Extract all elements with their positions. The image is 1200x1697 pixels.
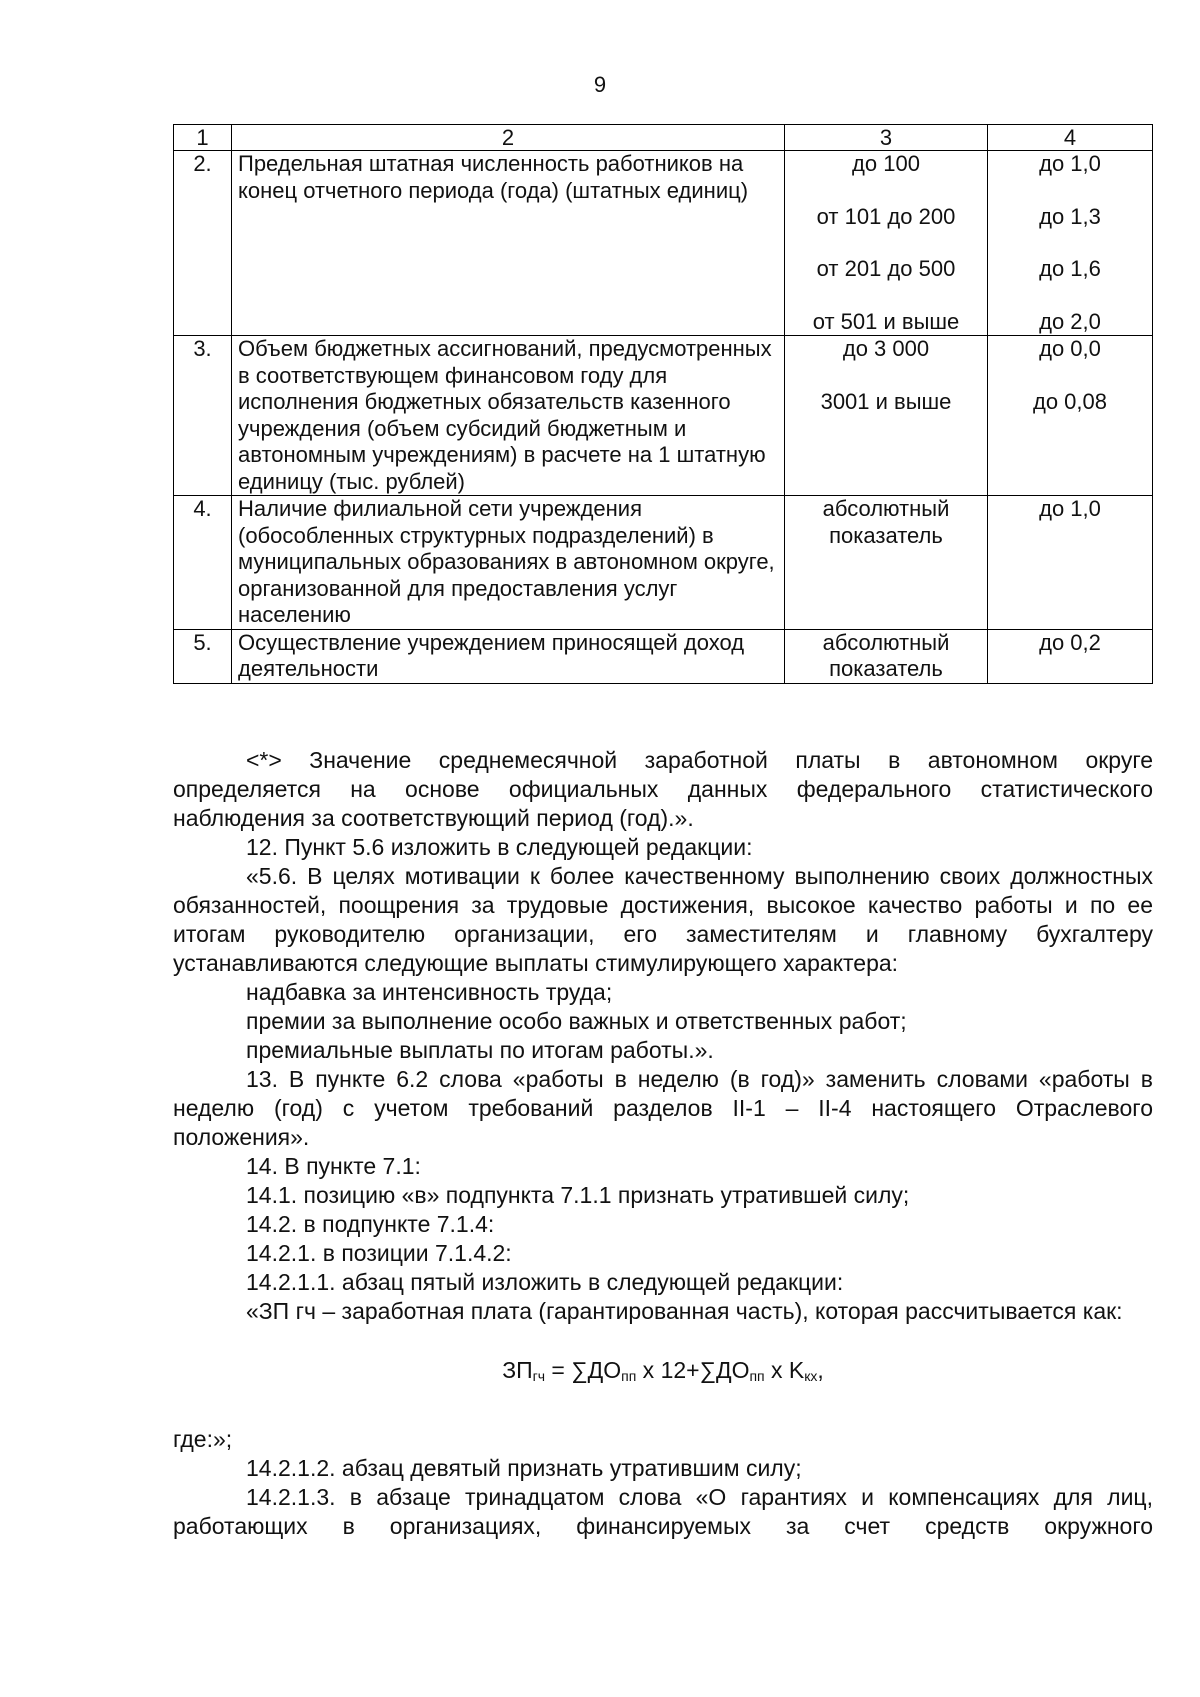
coef-value: до 1,0 <box>1039 151 1101 176</box>
range-value: от 501 и выше <box>812 308 960 334</box>
paragraph: где:»; <box>173 1426 233 1452</box>
page-number: 9 <box>593 72 607 97</box>
range-value: от 101 до 200 <box>816 203 956 229</box>
footnote-paragraph: <*> Значение среднемесячной заработной платы в автономном округе определяется на основе официальных данных федерального статистического наблюдения за соответствующий период (год).». <box>173 747 1153 831</box>
document-body <box>173 746 1153 1541</box>
header-col-2: 2 <box>232 125 785 151</box>
paragraph: 14.2.1.1. абзац пятый изложить в следующей редакции: <box>246 1269 844 1295</box>
row-number: 2. <box>174 151 232 336</box>
row-description: Осуществление учреждением приносящей доход деятельности <box>232 629 785 683</box>
paragraph: 14.2.1.2. абзац девятый признать утратившим силу; <box>246 1455 802 1481</box>
table-row <box>174 336 1153 496</box>
row-ranges <box>785 336 988 496</box>
formula-sub: кх <box>804 1368 818 1384</box>
row-coefficients <box>988 151 1153 336</box>
formula-sub: пп <box>749 1368 765 1384</box>
row-coefficients: до 1,0 <box>988 496 1153 630</box>
range-value: до 100 <box>852 151 920 176</box>
range-value: 3001 и выше <box>820 388 952 414</box>
coef-value: до 2,0 <box>1039 308 1101 334</box>
formula-sub: гч <box>532 1368 546 1384</box>
formula-sub: пп <box>621 1368 637 1384</box>
paragraph: 12. Пункт 5.6 изложить в следующей редакции: <box>246 834 753 860</box>
paragraph: 13. В пункте 6.2 слова «работы в неделю (в год)» заменить словами «работы в неделю (год) с учетом требований разделов II-1 – II-4 настоящего Отраслевого положения». <box>173 1066 1153 1150</box>
row-coefficients: до 0,2 <box>988 629 1153 683</box>
row-number: 5. <box>174 629 232 683</box>
formula-tail: , <box>817 1357 824 1383</box>
table-header-row <box>174 125 1153 151</box>
paragraph: 14.2.1. в позиции 7.1.4.2: <box>246 1240 512 1266</box>
formula-lhs: ЗП <box>502 1357 533 1383</box>
header-col-1: 1 <box>174 125 232 151</box>
coef-value: до 1,3 <box>1039 203 1101 229</box>
paragraph: 14. В пункте 7.1: <box>246 1153 421 1179</box>
paragraph: 14.2.1.3. в абзаце тринадцатом слова «О гарантиях и компенсациях для лиц, работающих в организациях, финансируемых за счет средств окружного <box>173 1484 1153 1539</box>
row-ranges: абсолютный показатель <box>785 496 988 630</box>
list-item: премии за выполнение особо важных и ответственных работ; <box>246 1008 907 1034</box>
table-row <box>174 151 1153 336</box>
row-ranges <box>785 151 988 336</box>
paragraph: «5.6. В целях мотивации к более качественному выполнению своих должностных обязанностей, поощрения за трудовые достижения, высокое качество работы и по ее итогам руководителю организации, его заместителям и главному бухгалтеру устанавливаются следующие выплаты стимулирующего характера: <box>173 863 1153 976</box>
range-value: от 201 до 500 <box>816 256 956 281</box>
coef-value: до 0,08 <box>1032 388 1107 414</box>
formula-part: = ∑ДО <box>545 1357 622 1383</box>
coefficients-table <box>173 124 1153 684</box>
formula <box>173 1356 1153 1391</box>
table-row <box>174 629 1153 683</box>
row-number: 3. <box>174 336 232 496</box>
row-ranges: абсолютный показатель <box>785 629 988 683</box>
coef-value: до 0,0 <box>1039 336 1101 361</box>
table-row <box>174 496 1153 630</box>
paragraph: «ЗП гч – заработная плата (гарантированная часть), которая рассчитывается как: <box>246 1298 1123 1324</box>
coef-value: до 1,6 <box>1039 256 1101 281</box>
paragraph: 14.1. позицию «в» подпункта 7.1.1 признать утратившей силу; <box>246 1182 910 1208</box>
formula-part: x K <box>764 1357 805 1383</box>
row-description: Предельная штатная численность работников на конец отчетного периода (года) (штатных единиц) <box>232 151 785 336</box>
header-col-3: 3 <box>785 125 988 151</box>
row-coefficients <box>988 336 1153 496</box>
list-item: премиальные выплаты по итогам работы.». <box>246 1037 714 1063</box>
row-description: Наличие филиальной сети учреждения (обособленных структурных подразделений) в муниципальных образованиях в автономном округе, организованной для предоставления услуг населению <box>232 496 785 630</box>
range-value: до 3 000 <box>842 336 930 361</box>
header-col-4: 4 <box>988 125 1153 151</box>
list-item: надбавка за интенсивность труда; <box>246 979 613 1005</box>
row-number: 4. <box>174 496 232 630</box>
paragraph: 14.2. в подпункте 7.1.4: <box>246 1211 495 1237</box>
row-description: Объем бюджетных ассигнований, предусмотренных в соответствующем финансовом году для исполнения бюджетных обязательств казенного учреждения (объем субсидий бюджетным и автономным учреждениям) в расчете на 1 штатную единицу (тыс. рублей) <box>232 336 785 496</box>
formula-part: x 12+∑ДО <box>636 1357 750 1383</box>
